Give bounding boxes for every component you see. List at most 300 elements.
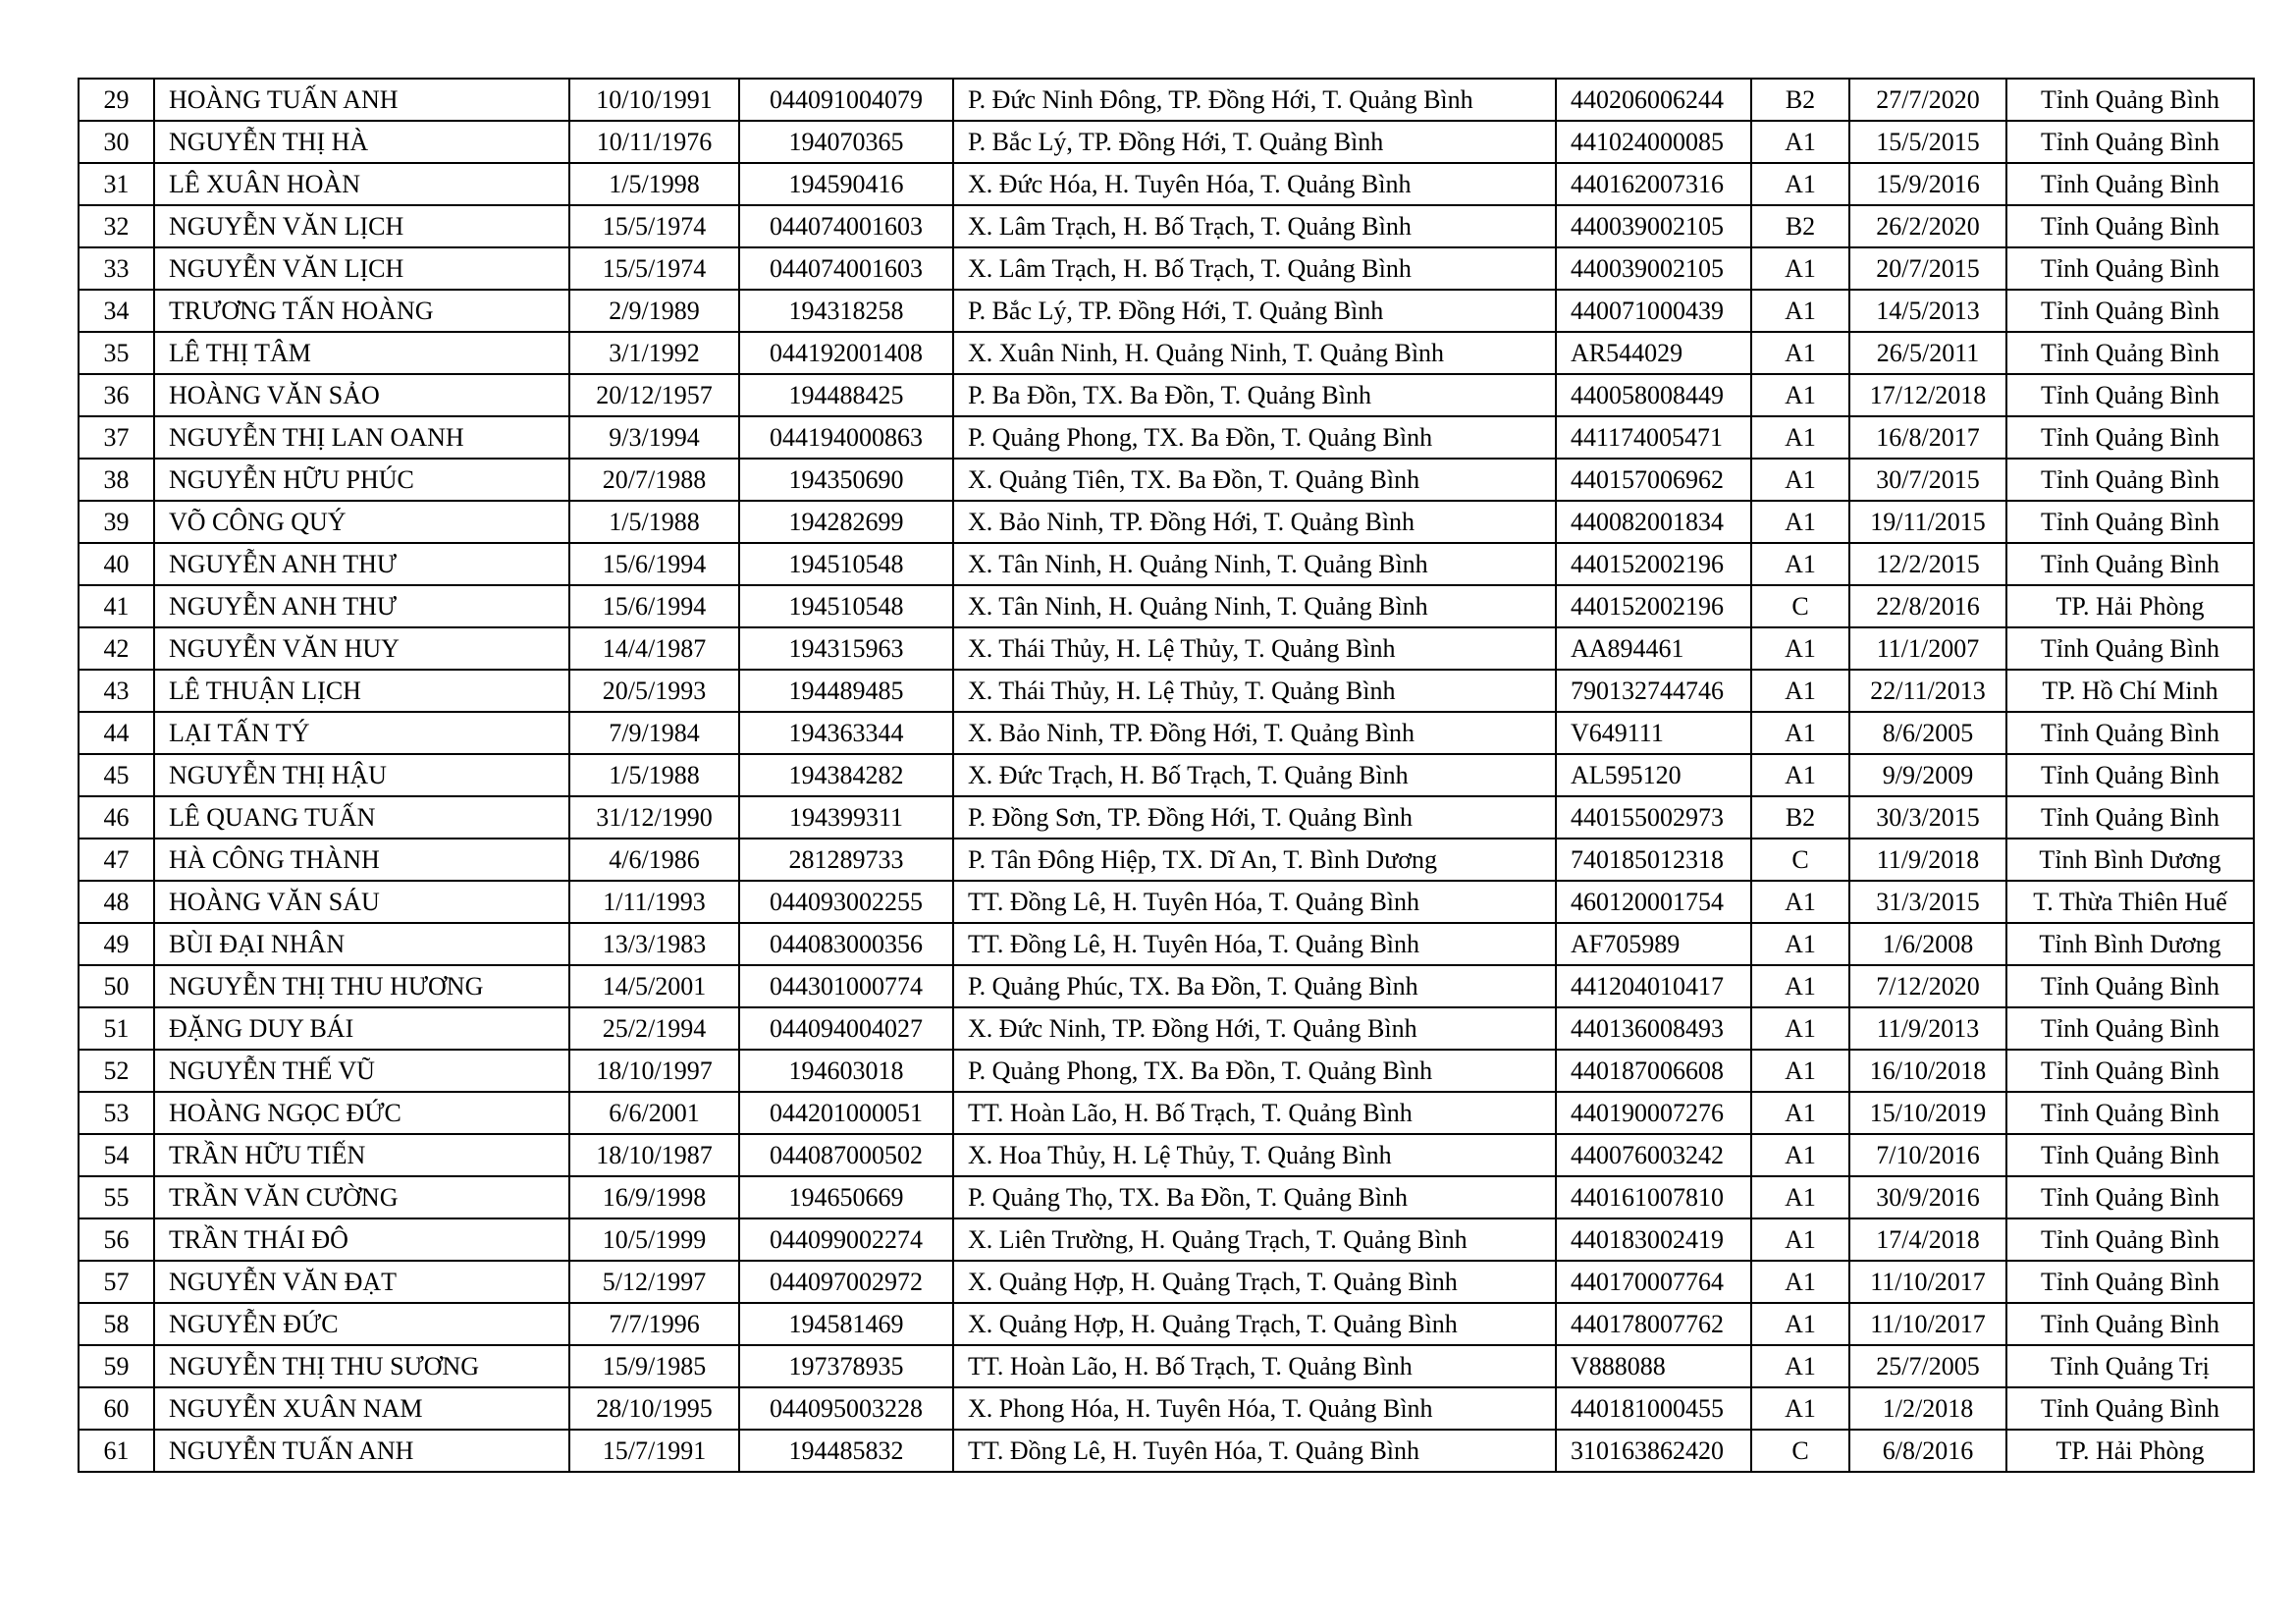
- address-cell: X. Xuân Ninh, H. Quảng Ninh, T. Quảng Bình: [953, 332, 1556, 374]
- table-row: [79, 1050, 2254, 1092]
- row-number-cell: 40: [79, 543, 154, 585]
- full-name-cell: NGUYỄN THỊ THU SƯƠNG: [154, 1345, 569, 1387]
- id-number-cell: 194590416: [739, 163, 953, 205]
- full-name-cell: VÕ CÔNG QUÝ: [154, 501, 569, 543]
- date-of-birth-cell: 25/2/1994: [569, 1007, 739, 1050]
- row-number-cell: 53: [79, 1092, 154, 1134]
- address-cell: X. Liên Trường, H. Quảng Trạch, T. Quảng Bình: [953, 1218, 1556, 1261]
- row-number-cell: 36: [79, 374, 154, 416]
- row-number-cell: 52: [79, 1050, 154, 1092]
- address-cell: TT. Đồng Lê, H. Tuyên Hóa, T. Quảng Bình: [953, 923, 1556, 965]
- address-cell: X. Lâm Trạch, H. Bố Trạch, T. Quảng Bình: [953, 205, 1556, 247]
- address-cell: P. Quảng Thọ, TX. Ba Đồn, T. Quảng Bình: [953, 1176, 1556, 1218]
- license-number-cell: AA894461: [1556, 627, 1751, 670]
- issue-date-cell: 1/6/2008: [1849, 923, 2006, 965]
- address-cell: X. Đức Ninh, TP. Đồng Hới, T. Quảng Bình: [953, 1007, 1556, 1050]
- row-number-cell: 56: [79, 1218, 154, 1261]
- table-row: [79, 416, 2254, 459]
- issuing-authority-cell: Tỉnh Quảng Bình: [2006, 1092, 2254, 1134]
- license-class-cell: A1: [1751, 121, 1849, 163]
- id-number-cell: 044099002274: [739, 1218, 953, 1261]
- row-number-cell: 58: [79, 1303, 154, 1345]
- license-number-cell: 440082001834: [1556, 501, 1751, 543]
- full-name-cell: HOÀNG VĂN SÁU: [154, 881, 569, 923]
- issuing-authority-cell: Tỉnh Quảng Bình: [2006, 416, 2254, 459]
- row-number-cell: 47: [79, 839, 154, 881]
- address-cell: P. Bắc Lý, TP. Đồng Hới, T. Quảng Bình: [953, 290, 1556, 332]
- license-class-cell: A1: [1751, 459, 1849, 501]
- full-name-cell: HÀ CÔNG THÀNH: [154, 839, 569, 881]
- address-cell: P. Quảng Phong, TX. Ba Đồn, T. Quảng Bình: [953, 1050, 1556, 1092]
- license-class-cell: A1: [1751, 374, 1849, 416]
- date-of-birth-cell: 15/9/1985: [569, 1345, 739, 1387]
- id-number-cell: 044074001603: [739, 247, 953, 290]
- license-number-cell: 740185012318: [1556, 839, 1751, 881]
- date-of-birth-cell: 10/11/1976: [569, 121, 739, 163]
- row-number-cell: 34: [79, 290, 154, 332]
- date-of-birth-cell: 10/5/1999: [569, 1218, 739, 1261]
- date-of-birth-cell: 3/1/1992: [569, 332, 739, 374]
- issue-date-cell: 7/12/2020: [1849, 965, 2006, 1007]
- id-number-cell: 044194000863: [739, 416, 953, 459]
- table-row: [79, 247, 2254, 290]
- issue-date-cell: 27/7/2020: [1849, 79, 2006, 121]
- table-row: [79, 923, 2254, 965]
- table-row: [79, 965, 2254, 1007]
- address-cell: X. Đức Trạch, H. Bố Trạch, T. Quảng Bình: [953, 754, 1556, 796]
- table-row: [79, 1303, 2254, 1345]
- id-number-cell: 194485832: [739, 1430, 953, 1472]
- issuing-authority-cell: Tỉnh Quảng Bình: [2006, 1218, 2254, 1261]
- issue-date-cell: 11/9/2013: [1849, 1007, 2006, 1050]
- date-of-birth-cell: 15/6/1994: [569, 585, 739, 627]
- address-cell: X. Tân Ninh, H. Quảng Ninh, T. Quảng Bình: [953, 585, 1556, 627]
- full-name-cell: NGUYỄN THỊ HÀ: [154, 121, 569, 163]
- address-cell: P. Đức Ninh Đông, TP. Đồng Hới, T. Quảng Bình: [953, 79, 1556, 121]
- id-number-cell: 194315963: [739, 627, 953, 670]
- issue-date-cell: 16/8/2017: [1849, 416, 2006, 459]
- license-number-cell: 440071000439: [1556, 290, 1751, 332]
- row-number-cell: 48: [79, 881, 154, 923]
- full-name-cell: NGUYỄN TUẤN ANH: [154, 1430, 569, 1472]
- full-name-cell: LÊ QUANG TUẤN: [154, 796, 569, 839]
- table-row: [79, 881, 2254, 923]
- table-row: [79, 1345, 2254, 1387]
- document-page: [78, 78, 2253, 1473]
- address-cell: TT. Hoàn Lão, H. Bố Trạch, T. Quảng Bình: [953, 1092, 1556, 1134]
- id-number-cell: 194510548: [739, 543, 953, 585]
- license-number-cell: V649111: [1556, 712, 1751, 754]
- row-number-cell: 39: [79, 501, 154, 543]
- table-row: [79, 754, 2254, 796]
- address-cell: X. Quảng Hợp, H. Quảng Trạch, T. Quảng Bình: [953, 1303, 1556, 1345]
- issue-date-cell: 15/5/2015: [1849, 121, 2006, 163]
- row-number-cell: 43: [79, 670, 154, 712]
- row-number-cell: 30: [79, 121, 154, 163]
- row-number-cell: 57: [79, 1261, 154, 1303]
- issuing-authority-cell: Tỉnh Quảng Bình: [2006, 332, 2254, 374]
- license-number-cell: 790132744746: [1556, 670, 1751, 712]
- row-number-cell: 59: [79, 1345, 154, 1387]
- id-number-cell: 194070365: [739, 121, 953, 163]
- id-number-cell: 194510548: [739, 585, 953, 627]
- issuing-authority-cell: Tỉnh Quảng Bình: [2006, 501, 2254, 543]
- license-number-cell: 440039002105: [1556, 205, 1751, 247]
- row-number-cell: 29: [79, 79, 154, 121]
- license-class-cell: A1: [1751, 1134, 1849, 1176]
- address-cell: X. Lâm Trạch, H. Bố Trạch, T. Quảng Bình: [953, 247, 1556, 290]
- issue-date-cell: 22/8/2016: [1849, 585, 2006, 627]
- license-number-cell: AR544029: [1556, 332, 1751, 374]
- address-cell: X. Phong Hóa, H. Tuyên Hóa, T. Quảng Bình: [953, 1387, 1556, 1430]
- address-cell: P. Ba Đồn, TX. Ba Đồn, T. Quảng Bình: [953, 374, 1556, 416]
- id-number-cell: 044095003228: [739, 1387, 953, 1430]
- id-number-cell: 194282699: [739, 501, 953, 543]
- table-row: [79, 627, 2254, 670]
- issuing-authority-cell: Tỉnh Quảng Bình: [2006, 965, 2254, 1007]
- issue-date-cell: 12/2/2015: [1849, 543, 2006, 585]
- full-name-cell: TRẦN THÁI ĐÔ: [154, 1218, 569, 1261]
- license-class-cell: A1: [1751, 1261, 1849, 1303]
- date-of-birth-cell: 14/4/1987: [569, 627, 739, 670]
- license-number-cell: AF705989: [1556, 923, 1751, 965]
- address-cell: X. Thái Thủy, H. Lệ Thủy, T. Quảng Bình: [953, 670, 1556, 712]
- date-of-birth-cell: 1/5/1988: [569, 754, 739, 796]
- issuing-authority-cell: Tỉnh Quảng Bình: [2006, 543, 2254, 585]
- issue-date-cell: 25/7/2005: [1849, 1345, 2006, 1387]
- row-number-cell: 60: [79, 1387, 154, 1430]
- license-class-cell: A1: [1751, 1007, 1849, 1050]
- full-name-cell: LẠI TẤN TÝ: [154, 712, 569, 754]
- issue-date-cell: 8/6/2005: [1849, 712, 2006, 754]
- license-class-cell: C: [1751, 839, 1849, 881]
- table-row: [79, 501, 2254, 543]
- license-number-cell: 440076003242: [1556, 1134, 1751, 1176]
- full-name-cell: HOÀNG TUẤN ANH: [154, 79, 569, 121]
- id-number-cell: 044301000774: [739, 965, 953, 1007]
- date-of-birth-cell: 2/9/1989: [569, 290, 739, 332]
- address-cell: X. Quảng Hợp, H. Quảng Trạch, T. Quảng Bình: [953, 1261, 1556, 1303]
- license-class-cell: B2: [1751, 79, 1849, 121]
- license-class-cell: A1: [1751, 965, 1849, 1007]
- full-name-cell: NGUYỄN VĂN LỊCH: [154, 247, 569, 290]
- full-name-cell: NGUYỄN ANH THƯ: [154, 543, 569, 585]
- license-class-cell: A1: [1751, 670, 1849, 712]
- license-class-cell: A1: [1751, 247, 1849, 290]
- address-cell: P. Bắc Lý, TP. Đồng Hới, T. Quảng Bình: [953, 121, 1556, 163]
- row-number-cell: 45: [79, 754, 154, 796]
- row-number-cell: 42: [79, 627, 154, 670]
- license-class-cell: A1: [1751, 1387, 1849, 1430]
- license-class-cell: B2: [1751, 796, 1849, 839]
- license-class-cell: A1: [1751, 416, 1849, 459]
- issuing-authority-cell: Tỉnh Quảng Bình: [2006, 754, 2254, 796]
- issuing-authority-cell: Tỉnh Quảng Bình: [2006, 627, 2254, 670]
- row-number-cell: 61: [79, 1430, 154, 1472]
- id-number-cell: 194581469: [739, 1303, 953, 1345]
- date-of-birth-cell: 13/3/1983: [569, 923, 739, 965]
- table-row: [79, 290, 2254, 332]
- table-row: [79, 839, 2254, 881]
- date-of-birth-cell: 20/7/1988: [569, 459, 739, 501]
- address-cell: TT. Hoàn Lão, H. Bố Trạch, T. Quảng Bình: [953, 1345, 1556, 1387]
- issue-date-cell: 31/3/2015: [1849, 881, 2006, 923]
- issue-date-cell: 9/9/2009: [1849, 754, 2006, 796]
- date-of-birth-cell: 5/12/1997: [569, 1261, 739, 1303]
- address-cell: P. Quảng Phong, TX. Ba Đồn, T. Quảng Bình: [953, 416, 1556, 459]
- issue-date-cell: 11/9/2018: [1849, 839, 2006, 881]
- issuing-authority-cell: Tỉnh Quảng Trị: [2006, 1345, 2254, 1387]
- issue-date-cell: 30/7/2015: [1849, 459, 2006, 501]
- full-name-cell: ĐẶNG DUY BÁI: [154, 1007, 569, 1050]
- license-number-cell: V888088: [1556, 1345, 1751, 1387]
- issuing-authority-cell: Tỉnh Quảng Bình: [2006, 79, 2254, 121]
- issue-date-cell: 26/5/2011: [1849, 332, 2006, 374]
- issue-date-cell: 15/10/2019: [1849, 1092, 2006, 1134]
- license-class-cell: A1: [1751, 923, 1849, 965]
- issuing-authority-cell: TP. Hồ Chí Minh: [2006, 670, 2254, 712]
- date-of-birth-cell: 28/10/1995: [569, 1387, 739, 1430]
- issue-date-cell: 19/11/2015: [1849, 501, 2006, 543]
- issuing-authority-cell: Tỉnh Bình Dương: [2006, 839, 2254, 881]
- license-number-cell: 460120001754: [1556, 881, 1751, 923]
- issuing-authority-cell: Tỉnh Quảng Bình: [2006, 1303, 2254, 1345]
- table-row: [79, 79, 2254, 121]
- license-number-cell: 440039002105: [1556, 247, 1751, 290]
- license-number-cell: 440155002973: [1556, 796, 1751, 839]
- full-name-cell: TRƯƠNG TẤN HOÀNG: [154, 290, 569, 332]
- date-of-birth-cell: 1/11/1993: [569, 881, 739, 923]
- table-body: [79, 79, 2254, 1472]
- date-of-birth-cell: 16/9/1998: [569, 1176, 739, 1218]
- issuing-authority-cell: Tỉnh Quảng Bình: [2006, 247, 2254, 290]
- table-row: [79, 163, 2254, 205]
- table-row: [79, 1176, 2254, 1218]
- issue-date-cell: 17/12/2018: [1849, 374, 2006, 416]
- row-number-cell: 32: [79, 205, 154, 247]
- date-of-birth-cell: 1/5/1998: [569, 163, 739, 205]
- table-row: [79, 459, 2254, 501]
- id-number-cell: 194363344: [739, 712, 953, 754]
- address-cell: X. Hoa Thủy, H. Lệ Thủy, T. Quảng Bình: [953, 1134, 1556, 1176]
- id-number-cell: 044074001603: [739, 205, 953, 247]
- license-number-cell: 440183002419: [1556, 1218, 1751, 1261]
- full-name-cell: NGUYỄN THỊ HẬU: [154, 754, 569, 796]
- issue-date-cell: 16/10/2018: [1849, 1050, 2006, 1092]
- row-number-cell: 50: [79, 965, 154, 1007]
- address-cell: X. Đức Hóa, H. Tuyên Hóa, T. Quảng Bình: [953, 163, 1556, 205]
- row-number-cell: 44: [79, 712, 154, 754]
- address-cell: P. Quảng Phúc, TX. Ba Đồn, T. Quảng Bình: [953, 965, 1556, 1007]
- id-number-cell: 044201000051: [739, 1092, 953, 1134]
- issuing-authority-cell: Tỉnh Quảng Bình: [2006, 796, 2254, 839]
- issue-date-cell: 11/10/2017: [1849, 1261, 2006, 1303]
- date-of-birth-cell: 31/12/1990: [569, 796, 739, 839]
- license-class-cell: A1: [1751, 1050, 1849, 1092]
- full-name-cell: NGUYỄN ĐỨC: [154, 1303, 569, 1345]
- full-name-cell: TRẦN HỮU TIẾN: [154, 1134, 569, 1176]
- table-row: [79, 796, 2254, 839]
- license-class-cell: A1: [1751, 881, 1849, 923]
- issuing-authority-cell: Tỉnh Quảng Bình: [2006, 1134, 2254, 1176]
- id-number-cell: 281289733: [739, 839, 953, 881]
- full-name-cell: NGUYỄN XUÂN NAM: [154, 1387, 569, 1430]
- license-class-cell: A1: [1751, 501, 1849, 543]
- full-name-cell: NGUYỄN VĂN HUY: [154, 627, 569, 670]
- issuing-authority-cell: T. Thừa Thiên Huế: [2006, 881, 2254, 923]
- issuing-authority-cell: Tỉnh Quảng Bình: [2006, 459, 2254, 501]
- row-number-cell: 38: [79, 459, 154, 501]
- id-number-cell: 194350690: [739, 459, 953, 501]
- full-name-cell: HOÀNG NGỌC ĐỨC: [154, 1092, 569, 1134]
- table-row: [79, 1007, 2254, 1050]
- license-number-cell: 440162007316: [1556, 163, 1751, 205]
- full-name-cell: NGUYỄN VĂN LỊCH: [154, 205, 569, 247]
- license-number-cell: 440170007764: [1556, 1261, 1751, 1303]
- id-number-cell: 197378935: [739, 1345, 953, 1387]
- issuing-authority-cell: Tỉnh Quảng Bình: [2006, 205, 2254, 247]
- id-number-cell: 194384282: [739, 754, 953, 796]
- address-cell: TT. Đồng Lê, H. Tuyên Hóa, T. Quảng Bình: [953, 881, 1556, 923]
- full-name-cell: LÊ THUẬN LỊCH: [154, 670, 569, 712]
- issuing-authority-cell: Tỉnh Bình Dương: [2006, 923, 2254, 965]
- row-number-cell: 49: [79, 923, 154, 965]
- license-class-cell: A1: [1751, 543, 1849, 585]
- table-row: [79, 121, 2254, 163]
- issue-date-cell: 17/4/2018: [1849, 1218, 2006, 1261]
- id-number-cell: 044192001408: [739, 332, 953, 374]
- issuing-authority-cell: Tỉnh Quảng Bình: [2006, 290, 2254, 332]
- license-number-cell: 440058008449: [1556, 374, 1751, 416]
- issue-date-cell: 11/1/2007: [1849, 627, 2006, 670]
- issue-date-cell: 30/3/2015: [1849, 796, 2006, 839]
- date-of-birth-cell: 18/10/1997: [569, 1050, 739, 1092]
- issuing-authority-cell: Tỉnh Quảng Bình: [2006, 1176, 2254, 1218]
- row-number-cell: 37: [79, 416, 154, 459]
- license-number-cell: 440206006244: [1556, 79, 1751, 121]
- id-number-cell: 044097002972: [739, 1261, 953, 1303]
- date-of-birth-cell: 10/10/1991: [569, 79, 739, 121]
- date-of-birth-cell: 7/7/1996: [569, 1303, 739, 1345]
- license-class-cell: A1: [1751, 1345, 1849, 1387]
- row-number-cell: 55: [79, 1176, 154, 1218]
- table-row: [79, 332, 2254, 374]
- license-number-cell: 310163862420: [1556, 1430, 1751, 1472]
- table-row: [79, 1134, 2254, 1176]
- issue-date-cell: 20/7/2015: [1849, 247, 2006, 290]
- issuing-authority-cell: Tỉnh Quảng Bình: [2006, 121, 2254, 163]
- table-row: [79, 1387, 2254, 1430]
- license-class-cell: A1: [1751, 754, 1849, 796]
- id-number-cell: 194603018: [739, 1050, 953, 1092]
- date-of-birth-cell: 20/12/1957: [569, 374, 739, 416]
- license-class-cell: A1: [1751, 332, 1849, 374]
- table-row: [79, 1218, 2254, 1261]
- address-cell: TT. Đồng Lê, H. Tuyên Hóa, T. Quảng Bình: [953, 1430, 1556, 1472]
- license-number-cell: 440181000455: [1556, 1387, 1751, 1430]
- table-row: [79, 1430, 2254, 1472]
- date-of-birth-cell: 15/5/1974: [569, 205, 739, 247]
- address-cell: X. Bảo Ninh, TP. Đồng Hới, T. Quảng Bình: [953, 501, 1556, 543]
- id-number-cell: 044093002255: [739, 881, 953, 923]
- row-number-cell: 31: [79, 163, 154, 205]
- license-class-cell: A1: [1751, 712, 1849, 754]
- issuing-authority-cell: Tỉnh Quảng Bình: [2006, 374, 2254, 416]
- table-row: [79, 1092, 2254, 1134]
- id-number-cell: 044091004079: [739, 79, 953, 121]
- date-of-birth-cell: 6/6/2001: [569, 1092, 739, 1134]
- license-class-cell: A1: [1751, 1176, 1849, 1218]
- license-class-cell: A1: [1751, 1092, 1849, 1134]
- issue-date-cell: 15/9/2016: [1849, 163, 2006, 205]
- table-row: [79, 374, 2254, 416]
- issuing-authority-cell: Tỉnh Quảng Bình: [2006, 1007, 2254, 1050]
- license-number-cell: 440136008493: [1556, 1007, 1751, 1050]
- license-number-cell: 440152002196: [1556, 585, 1751, 627]
- date-of-birth-cell: 15/7/1991: [569, 1430, 739, 1472]
- full-name-cell: NGUYỄN HỮU PHÚC: [154, 459, 569, 501]
- address-cell: X. Thái Thủy, H. Lệ Thủy, T. Quảng Bình: [953, 627, 1556, 670]
- full-name-cell: NGUYỄN ANH THƯ: [154, 585, 569, 627]
- license-number-cell: 440161007810: [1556, 1176, 1751, 1218]
- table-row: [79, 1261, 2254, 1303]
- id-number-cell: 194488425: [739, 374, 953, 416]
- date-of-birth-cell: 15/5/1974: [569, 247, 739, 290]
- date-of-birth-cell: 18/10/1987: [569, 1134, 739, 1176]
- address-cell: X. Quảng Tiên, TX. Ba Đồn, T. Quảng Bình: [953, 459, 1556, 501]
- license-class-cell: B2: [1751, 205, 1849, 247]
- id-number-cell: 044083000356: [739, 923, 953, 965]
- license-number-cell: AL595120: [1556, 754, 1751, 796]
- license-class-cell: A1: [1751, 163, 1849, 205]
- issue-date-cell: 7/10/2016: [1849, 1134, 2006, 1176]
- full-name-cell: NGUYỄN THỊ THU HƯƠNG: [154, 965, 569, 1007]
- date-of-birth-cell: 20/5/1993: [569, 670, 739, 712]
- row-number-cell: 51: [79, 1007, 154, 1050]
- license-number-cell: 440187006608: [1556, 1050, 1751, 1092]
- date-of-birth-cell: 14/5/2001: [569, 965, 739, 1007]
- license-number-cell: 440157006962: [1556, 459, 1751, 501]
- issue-date-cell: 11/10/2017: [1849, 1303, 2006, 1345]
- date-of-birth-cell: 1/5/1988: [569, 501, 739, 543]
- license-class-cell: C: [1751, 585, 1849, 627]
- table-row: [79, 585, 2254, 627]
- table-row: [79, 670, 2254, 712]
- license-class-cell: C: [1751, 1430, 1849, 1472]
- address-cell: X. Bảo Ninh, TP. Đồng Hới, T. Quảng Bình: [953, 712, 1556, 754]
- issuing-authority-cell: TP. Hải Phòng: [2006, 585, 2254, 627]
- license-number-cell: 441024000085: [1556, 121, 1751, 163]
- full-name-cell: BÙI ĐẠI NHÂN: [154, 923, 569, 965]
- full-name-cell: TRẦN VĂN CƯỜNG: [154, 1176, 569, 1218]
- id-number-cell: 194399311: [739, 796, 953, 839]
- issue-date-cell: 6/8/2016: [1849, 1430, 2006, 1472]
- full-name-cell: LÊ THỊ TÂM: [154, 332, 569, 374]
- issue-date-cell: 14/5/2013: [1849, 290, 2006, 332]
- full-name-cell: NGUYỄN THẾ VŨ: [154, 1050, 569, 1092]
- issue-date-cell: 26/2/2020: [1849, 205, 2006, 247]
- date-of-birth-cell: 15/6/1994: [569, 543, 739, 585]
- id-number-cell: 194489485: [739, 670, 953, 712]
- issue-date-cell: 30/9/2016: [1849, 1176, 2006, 1218]
- license-number-cell: 441204010417: [1556, 965, 1751, 1007]
- issuing-authority-cell: TP. Hải Phòng: [2006, 1430, 2254, 1472]
- license-number-cell: 440178007762: [1556, 1303, 1751, 1345]
- license-class-cell: A1: [1751, 1218, 1849, 1261]
- issuing-authority-cell: Tỉnh Quảng Bình: [2006, 163, 2254, 205]
- license-class-cell: A1: [1751, 1303, 1849, 1345]
- issuing-authority-cell: Tỉnh Quảng Bình: [2006, 712, 2254, 754]
